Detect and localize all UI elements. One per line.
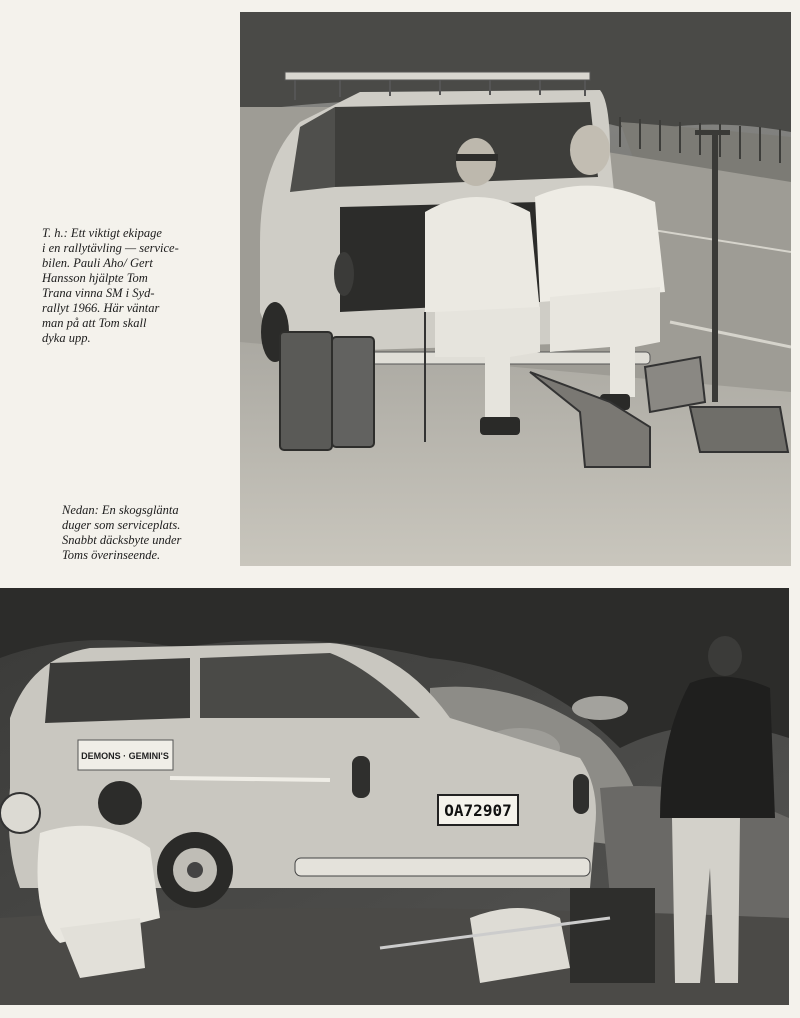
- license-plate: OA72907: [444, 801, 512, 820]
- caption-bottom: Nedan: En skogsglänta duger som serviceplats. Snabbt däcksbyte under Toms överinseende.: [62, 503, 182, 562]
- photo-wheel-change-illustration: [0, 588, 789, 1005]
- photo-service-car: [240, 12, 791, 566]
- caption-top: T. h.: Ett viktigt ekipage i en rallytävling — service- bilen. Pauli Aho/ Gert Hansson hjälpte Tom Trana vinna SM i Syd- rallyt 1966. Här väntar man på att Tom skall dyka upp.: [42, 226, 179, 345]
- photo-service-car-illustration: [240, 12, 791, 566]
- car-door-sign: DEMONS · GEMINI'S: [81, 751, 169, 761]
- photo-wheel-change: [0, 588, 789, 1005]
